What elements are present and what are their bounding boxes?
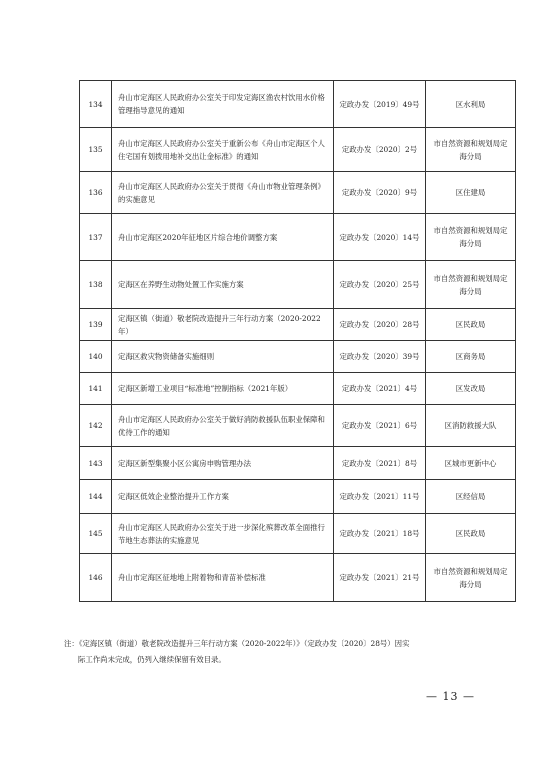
responsible-department: 市自然资源和规划局定海分局	[426, 214, 516, 261]
document-title: 舟山市定海区人民政府办公室关于重新公布《舟山市定海区个人住宅国有划拨用地补交出让金标准》的通知	[112, 128, 334, 172]
document-title: 定海区镇（街道）敬老院改造提升三年行动方案（2020-2022年）	[112, 309, 334, 341]
document-title: 定海区在养野生动物处置工作实施方案	[112, 261, 334, 309]
responsible-department: 区民政局	[426, 309, 516, 341]
document-number: 定政办发〔2021〕11号	[334, 480, 426, 514]
table-row	[80, 309, 516, 341]
table-row	[80, 554, 516, 602]
table-row	[80, 341, 516, 373]
document-number: 定政办发〔2019〕49号	[334, 81, 426, 128]
row-number: 135	[80, 128, 112, 172]
table-row	[80, 128, 516, 172]
table-row	[80, 214, 516, 261]
document-number: 定政办发〔2020〕28号	[334, 309, 426, 341]
responsible-department: 区发改局	[426, 373, 516, 405]
page-number: — 13 —	[426, 690, 475, 703]
responsible-department: 市自然资源和规划局定海分局	[426, 261, 516, 309]
table-row	[80, 172, 516, 214]
row-number: 138	[80, 261, 112, 309]
document-title: 舟山市定海区人民政府办公室关于做好消防救援队伍职业保障和优待工作的通知	[112, 405, 334, 447]
table-row	[80, 261, 516, 309]
document-title: 舟山市定海区2020年征地区片综合地价调整方案	[112, 214, 334, 261]
footnote-line-1: 注：《定海区镇（街道）敬老院改造提升三年行动方案（2020-2022年）》（定政办发〔2020〕28号）因实	[64, 639, 410, 648]
responsible-department: 区经信局	[426, 480, 516, 514]
document-number: 定政办发〔2021〕18号	[334, 514, 426, 554]
document-title: 舟山市定海区人民政府办公室关于印发定海区渔农村饮用水价格管理指导意见的通知	[112, 81, 334, 128]
table-row	[80, 373, 516, 405]
table-row	[80, 447, 516, 480]
row-number: 144	[80, 480, 112, 514]
responsible-department: 区水利局	[426, 81, 516, 128]
footnote-line-2: 际工作尚未完成，仍列入继续保留有效目录。	[78, 655, 226, 664]
table-row	[80, 480, 516, 514]
row-number: 140	[80, 341, 112, 373]
document-title: 舟山市定海区人民政府办公室关于进一步深化殡葬改革全面推行节地生态葬法的实施意见	[112, 514, 334, 554]
row-number: 136	[80, 172, 112, 214]
document-number: 定政办发〔2020〕25号	[334, 261, 426, 309]
document-number: 定政办发〔2021〕8号	[334, 447, 426, 480]
responsible-department: 区住建局	[426, 172, 516, 214]
regulations-table	[79, 80, 516, 602]
row-number: 137	[80, 214, 112, 261]
document-number: 定政办发〔2020〕9号	[334, 172, 426, 214]
responsible-department: 区商务局	[426, 341, 516, 373]
document-title: 舟山市定海区征地地上附着物和青苗补偿标准	[112, 554, 334, 602]
row-number: 141	[80, 373, 112, 405]
responsible-department: 市自然资源和规划局定海分局	[426, 128, 516, 172]
row-number: 143	[80, 447, 112, 480]
row-number: 142	[80, 405, 112, 447]
responsible-department: 区城市更新中心	[426, 447, 516, 480]
table-row	[80, 405, 516, 447]
row-number: 146	[80, 554, 112, 602]
document-number: 定政办发〔2021〕4号	[334, 373, 426, 405]
document-number: 定政办发〔2020〕2号	[334, 128, 426, 172]
footnote	[64, 636, 514, 668]
document-title: 定海区低效企业整治提升工作方案	[112, 480, 334, 514]
responsible-department: 市自然资源和规划局定海分局	[426, 554, 516, 602]
document-title: 定海区救灾物资储备实施细则	[112, 341, 334, 373]
document-title: 定海区新型集聚小区公寓房申购管理办法	[112, 447, 334, 480]
row-number: 134	[80, 81, 112, 128]
document-number: 定政办发〔2020〕14号	[334, 214, 426, 261]
row-number: 139	[80, 309, 112, 341]
row-number: 145	[80, 514, 112, 554]
table-row	[80, 81, 516, 128]
responsible-department: 区消防救援大队	[426, 405, 516, 447]
document-title: 定海区新增工业项目“标准地”控制指标（2021年版）	[112, 373, 334, 405]
table-row	[80, 514, 516, 554]
responsible-department: 区民政局	[426, 514, 516, 554]
document-number: 定政办发〔2021〕21号	[334, 554, 426, 602]
document-title: 舟山市定海区人民政府办公室关于贯彻《舟山市物业管理条例》的实施意见	[112, 172, 334, 214]
document-number: 定政办发〔2020〕39号	[334, 341, 426, 373]
document-number: 定政办发〔2021〕6号	[334, 405, 426, 447]
